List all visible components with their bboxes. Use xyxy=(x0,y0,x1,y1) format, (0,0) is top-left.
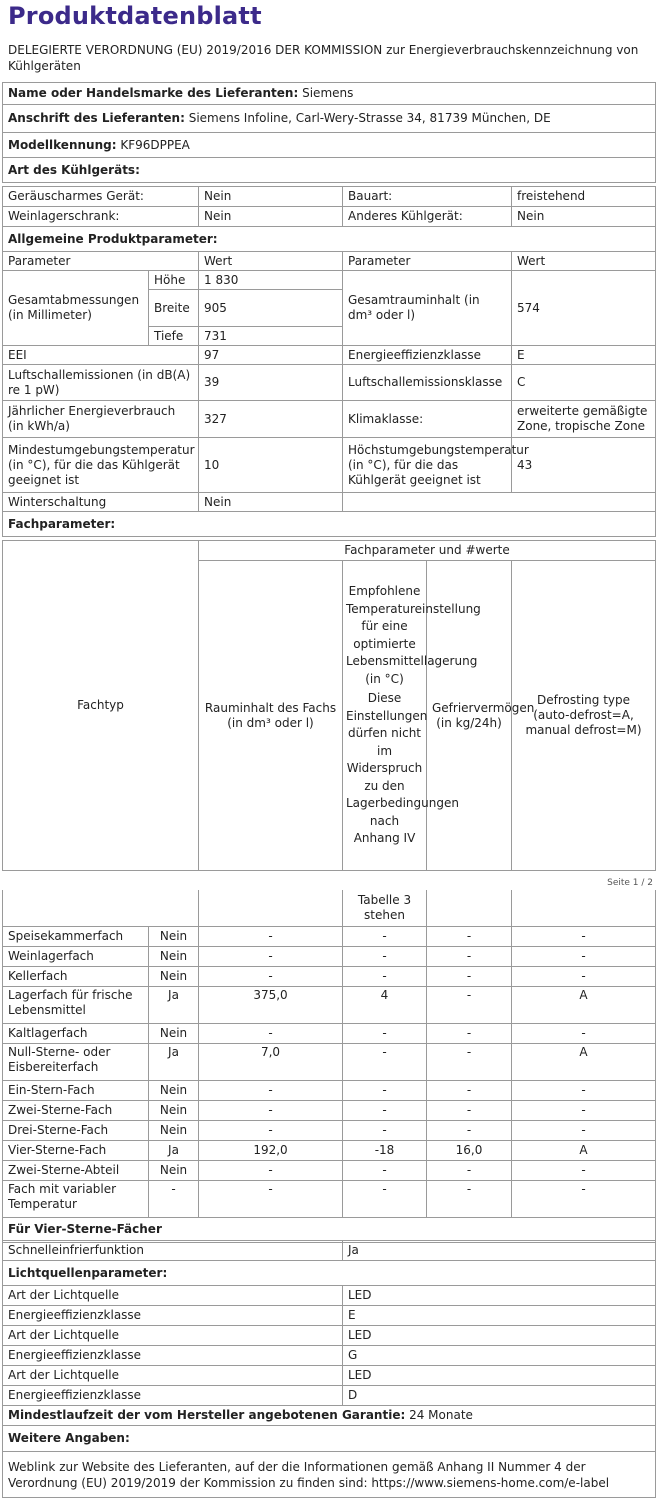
type-heading: Art des Kühlgeräts: xyxy=(3,158,656,183)
compartment-value: - xyxy=(512,946,656,966)
further-row xyxy=(3,1452,656,1498)
value-cell: 39 xyxy=(199,365,343,401)
light-param: Art der Lichtquelle xyxy=(3,1286,343,1306)
compartment-value: - xyxy=(512,966,656,986)
temp-col-header-b: Diese Einstellungen dürfen nicht im Widerspruch zu den Lagerbedingungen nach Anhang IV xyxy=(346,691,459,846)
compartment-row xyxy=(3,1100,656,1120)
supplier-label: Name oder Handelsmarke des Lieferanten: xyxy=(8,86,299,100)
compartment-value: - xyxy=(512,1180,656,1217)
param-cell: Mindestumgebungstemperatur (in °C), für die das Kühlgerät geeignet ist xyxy=(3,438,199,493)
compartment-value: 16,0 xyxy=(427,1140,512,1160)
light-value: G xyxy=(343,1346,656,1366)
volume-label: Gesamtrauminhalt (in dm³ oder l) xyxy=(343,271,512,346)
address-label: Anschrift des Lieferanten: xyxy=(8,111,185,125)
regulation-intro: DELEGIERTE VERORDNUNG (EU) 2019/2016 DER KOMMISSION zur Energieverbrauchskennzeichnung von Kühlgeräten xyxy=(8,43,639,73)
compartment-value: - xyxy=(427,1180,512,1217)
compartment-header-table xyxy=(2,540,656,871)
param-cell: Klimaklasse: xyxy=(343,401,512,438)
compartment-value: - xyxy=(199,1120,343,1140)
compartment-value: 192,0 xyxy=(199,1140,343,1160)
value-cell: E xyxy=(512,346,656,365)
compartment-value: Nein xyxy=(149,1120,199,1140)
compartment-name: Zwei-Sterne-Fach xyxy=(3,1100,149,1120)
light-param: Energieeffizienzklasse xyxy=(3,1346,343,1366)
general-heading: Allgemeine Produktparameter: xyxy=(3,227,656,252)
warranty-label: Mindestlaufzeit der vom Hersteller angebotenen Garantie: xyxy=(8,1408,406,1422)
light-heading: Lichtquellenparameter: xyxy=(3,1261,656,1286)
compartment-row xyxy=(3,1023,656,1043)
col-value-header: Wert xyxy=(199,252,343,271)
compartment-value: - xyxy=(427,1160,512,1180)
temp-col-header xyxy=(343,561,481,871)
compartment-value: Nein xyxy=(149,946,199,966)
compartment-value: Nein xyxy=(149,1160,199,1180)
type-cell: Geräuscharmes Gerät: xyxy=(3,187,199,207)
compartment-value: Ja xyxy=(149,1043,199,1080)
light-row xyxy=(3,1366,656,1386)
compartment-row xyxy=(3,1140,656,1160)
compartment-name: Ein-Stern-Fach xyxy=(3,1080,149,1100)
compartment-value: - xyxy=(427,1023,512,1043)
light-table xyxy=(2,1240,656,1498)
further-heading: Weitere Angaben: xyxy=(3,1426,656,1452)
light-value: LED xyxy=(343,1326,656,1346)
col-value-header: Wert xyxy=(512,252,656,271)
dim-name: Tiefe xyxy=(149,327,199,346)
compartment-value: - xyxy=(199,1160,343,1180)
compartment-value: - xyxy=(512,1023,656,1043)
type-cell: freistehend xyxy=(512,187,656,207)
compartment-row xyxy=(3,926,656,946)
compartment-value: - xyxy=(149,1180,199,1217)
group-header: Fachparameter und #werte xyxy=(199,541,656,561)
compartment-value: - xyxy=(199,966,343,986)
supplier-value: Siemens xyxy=(302,86,354,100)
light-value: E xyxy=(343,1306,656,1326)
volume-col-header: Rauminhalt des Fachs (in dm³ oder l) xyxy=(199,561,343,871)
compartment-value: - xyxy=(343,946,427,966)
compartment-name: Kellerfach xyxy=(3,966,149,986)
light-value: LED xyxy=(343,1286,656,1306)
dim-name: Höhe xyxy=(149,271,199,290)
compartment-value: - xyxy=(427,946,512,966)
compartment-value: - xyxy=(512,1120,656,1140)
compartment-value: - xyxy=(199,1100,343,1120)
compartment-value: - xyxy=(199,1080,343,1100)
compartment-name: Vier-Sterne-Fach xyxy=(3,1140,149,1160)
compartment-name: Lagerfach für frische Lebensmittel xyxy=(3,986,149,1023)
value-cell: 10 xyxy=(199,438,343,493)
model-row xyxy=(3,133,656,158)
compartment-value: - xyxy=(343,1120,427,1140)
light-row xyxy=(3,1326,656,1346)
compartment-value: - xyxy=(512,1100,656,1120)
compartment-name: Zwei-Sterne-Abteil xyxy=(3,1160,149,1180)
compartment-value: A xyxy=(512,1043,656,1080)
compartment-row xyxy=(3,1080,656,1100)
compartment-name: Kaltlagerfach xyxy=(3,1023,149,1043)
compartment-value: - xyxy=(343,1100,427,1120)
empty-cell xyxy=(343,493,656,512)
quick-freeze-label: Schnelleinfrierfunktion xyxy=(3,1241,343,1261)
compartment-value: - xyxy=(199,926,343,946)
param-cell: Luftschallemissionsklasse xyxy=(343,365,512,401)
dim-name: Breite xyxy=(149,290,199,327)
light-param: Energieeffizienzklasse xyxy=(3,1306,343,1326)
compartment-name: Fach mit variabler Temperatur xyxy=(3,1180,149,1217)
defrost-col-header: Defrosting type (auto-defrost=A, manual defrost=M) xyxy=(512,561,656,871)
param-cell: Energieeffizienzklasse xyxy=(343,346,512,365)
compartment-value: - xyxy=(199,1023,343,1043)
compartments-heading: Fachparameter: xyxy=(3,512,656,537)
compartment-value: Nein xyxy=(149,1023,199,1043)
param-cell: Höchstumgebungstemperatur (in °C), für die das Kühlgerät geeignet ist xyxy=(343,438,512,493)
compartment-value: - xyxy=(512,926,656,946)
compartment-row xyxy=(3,1160,656,1180)
param-cell: EEI xyxy=(3,346,199,365)
compartment-value: A xyxy=(512,986,656,1023)
compartment-value: - xyxy=(427,926,512,946)
compartment-value: - xyxy=(343,926,427,946)
page-title: Produktdatenblatt xyxy=(8,2,262,30)
supplier-table xyxy=(2,82,656,183)
value-cell: 327 xyxy=(199,401,343,438)
compartment-row xyxy=(3,966,656,986)
winter-label: Winterschaltung xyxy=(3,493,199,512)
further-link[interactable]: https://www.siemens-home.com/e-label xyxy=(371,1475,610,1490)
warranty-value: 24 Monate xyxy=(409,1408,473,1422)
empty-cell xyxy=(512,890,656,926)
compartment-value: - xyxy=(343,1180,427,1217)
light-row xyxy=(3,1386,656,1406)
fachtyp-header: Fachtyp xyxy=(3,541,199,871)
empty-cell xyxy=(199,890,343,926)
dim-value: 1 830 xyxy=(199,271,343,290)
value-cell: erweiterte gemäßigte Zone, tropische Zone xyxy=(512,401,656,438)
compartment-row xyxy=(3,1120,656,1140)
supplier-row xyxy=(3,83,656,105)
compartment-value: - xyxy=(427,966,512,986)
compartment-name: Speisekammerfach xyxy=(3,926,149,946)
compartment-value: - xyxy=(343,1023,427,1043)
param-cell: Luftschallemissionen (in dB(A) re 1 pW) xyxy=(3,365,199,401)
type-cell: Nein xyxy=(512,207,656,227)
compartment-name: Drei-Sterne-Fach xyxy=(3,1120,149,1140)
compartment-value: - xyxy=(199,1180,343,1217)
model-value: KF96DPPEA xyxy=(120,137,190,152)
col-param-header: Parameter xyxy=(343,252,512,271)
compartment-value: - xyxy=(427,1043,512,1080)
compartment-value: 7,0 xyxy=(199,1043,343,1080)
temp-col-header-c: Tabelle 3 stehen xyxy=(343,890,427,926)
compartment-value: -18 xyxy=(343,1140,427,1160)
temp-col-header-a: Empfohlene Temperatureinstellung für eine optimierte Lebensmittellagerung (in °C) xyxy=(346,584,481,686)
compartment-value: - xyxy=(427,1100,512,1120)
general-table xyxy=(2,251,656,537)
value-cell: C xyxy=(512,365,656,401)
type-cell: Nein xyxy=(199,187,343,207)
page-number: Seite 1 / 2 xyxy=(607,878,653,888)
compartment-value: Nein xyxy=(149,966,199,986)
compartment-value: 375,0 xyxy=(199,986,343,1023)
dim-value: 731 xyxy=(199,327,343,346)
type-cell: Anderes Kühlgerät: xyxy=(343,207,512,227)
light-row xyxy=(3,1346,656,1366)
dims-label: Gesamtabmessungen (in Millimeter) xyxy=(3,271,149,346)
compartment-table xyxy=(2,890,656,1243)
light-row xyxy=(3,1306,656,1326)
quick-freeze-value: Ja xyxy=(343,1241,656,1261)
compartment-value: - xyxy=(427,986,512,1023)
type-table xyxy=(2,186,656,252)
compartment-value: - xyxy=(343,1160,427,1180)
model-label: Modellkennung: xyxy=(8,137,117,152)
compartment-value: - xyxy=(427,1120,512,1140)
address-row xyxy=(3,105,656,133)
compartment-value: - xyxy=(199,946,343,966)
compartment-name: Null-Sterne- oder Eisbereiterfach xyxy=(3,1043,149,1080)
type-cell: Weinlagerschrank: xyxy=(3,207,199,227)
compartment-value: 4 xyxy=(343,986,427,1023)
compartment-value: Nein xyxy=(149,1100,199,1120)
warranty-row xyxy=(3,1406,656,1426)
value-cell: 97 xyxy=(199,346,343,365)
compartment-name: Weinlagerfach xyxy=(3,946,149,966)
light-value: D xyxy=(343,1386,656,1406)
compartment-value: Nein xyxy=(149,926,199,946)
param-cell: Jährlicher Energieverbrauch (in kWh/a) xyxy=(3,401,199,438)
light-row xyxy=(3,1286,656,1306)
type-cell: Bauart: xyxy=(343,187,512,207)
winter-value: Nein xyxy=(199,493,343,512)
compartment-value: - xyxy=(512,1160,656,1180)
volume-value: 574 xyxy=(512,271,656,346)
compartment-value: - xyxy=(427,1080,512,1100)
compartment-row xyxy=(3,986,656,1023)
compartment-value: - xyxy=(512,1080,656,1100)
compartment-value: Nein xyxy=(149,1080,199,1100)
four-star-heading: Für Vier-Sterne-Fächer xyxy=(3,1217,656,1242)
compartment-value: - xyxy=(343,1043,427,1080)
col-param-header: Parameter xyxy=(3,252,199,271)
light-param: Energieeffizienzklasse xyxy=(3,1386,343,1406)
dim-value: 905 xyxy=(199,290,343,327)
freeze-col-header: Gefriervermögen (in kg/24h) xyxy=(427,561,512,871)
empty-cell xyxy=(3,890,199,926)
empty-cell xyxy=(427,890,512,926)
light-param: Art der Lichtquelle xyxy=(3,1326,343,1346)
further-text: Weblink zur Website des Lieferanten, auf der die Informationen gemäß Anhang II Nummer 4 der Verordnung (EU) 2019/2019 der Kommission zu finden sind: xyxy=(8,1459,586,1490)
compartment-row xyxy=(3,946,656,966)
light-value: LED xyxy=(343,1366,656,1386)
compartment-value: Ja xyxy=(149,1140,199,1160)
compartment-value: - xyxy=(343,966,427,986)
compartment-row xyxy=(3,1043,656,1080)
compartment-value: A xyxy=(512,1140,656,1160)
type-cell: Nein xyxy=(199,207,343,227)
compartment-row xyxy=(3,1180,656,1217)
value-cell: 43 xyxy=(512,438,656,493)
compartment-value: Ja xyxy=(149,986,199,1023)
compartment-value: - xyxy=(343,1080,427,1100)
light-param: Art der Lichtquelle xyxy=(3,1366,343,1386)
address-value: Siemens Infoline, Carl-Wery-Strasse 34, 81739 München, DE xyxy=(188,111,551,125)
